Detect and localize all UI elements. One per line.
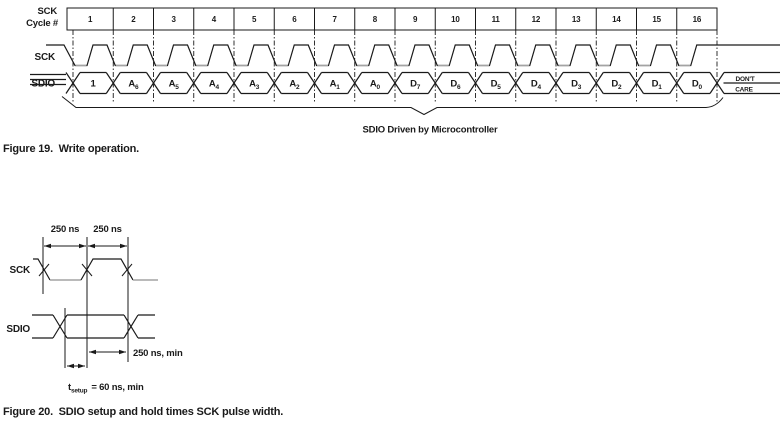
dont-care-region xyxy=(724,73,780,94)
sdio-bit-label: 1 xyxy=(90,78,96,90)
sdio-bit-label: $D_4$ xyxy=(530,78,541,91)
sdio-bit-label: $D_0$ xyxy=(691,78,702,91)
arrowhead xyxy=(78,364,85,368)
cycle-number: 13 xyxy=(571,15,581,24)
cycle-number: 8 xyxy=(372,15,377,24)
cycle-number: 15 xyxy=(652,15,661,24)
sdio-bus-group xyxy=(30,73,724,94)
dont-care-label-line1: DON'T xyxy=(735,76,755,83)
sdio-bit-label: $A_2$ xyxy=(289,78,300,91)
pulse-width-dimension-lines xyxy=(44,244,127,248)
cycle-number: 2 xyxy=(131,15,136,24)
cycle-number: 1 xyxy=(88,15,93,24)
sdio-bit-label: $A_4$ xyxy=(208,78,219,91)
sdio-bit-label: $D_7$ xyxy=(410,78,421,91)
sdio-bus-group xyxy=(32,315,155,338)
cycle-number: 4 xyxy=(211,15,216,24)
sck-low-pulse-width-label: 250 ns xyxy=(50,224,80,235)
arrowhead xyxy=(89,350,96,354)
sdio-bit-label: $A_1$ xyxy=(329,78,340,91)
arrowhead xyxy=(119,350,126,354)
setup-time-dimension xyxy=(67,364,144,395)
figure19-caption: Figure 19. Write operation. xyxy=(3,143,139,155)
cycle-number: 11 xyxy=(491,15,500,24)
sck-row-label: SCK xyxy=(9,265,30,276)
cycle-number: 3 xyxy=(171,15,176,24)
cycle-number: 16 xyxy=(692,15,702,24)
sdio-bit-label: $A_0$ xyxy=(369,78,380,91)
setup-time-label: $t_{setup} = 60$ ns, min xyxy=(68,382,144,395)
figure20-setup-hold-diagram xyxy=(0,210,780,405)
sdio-row-label: SDIO xyxy=(6,324,30,335)
sdio-bit-label: $D_3$ xyxy=(571,78,582,91)
sdio-bit-label: $D_5$ xyxy=(490,78,501,91)
sdio-bit-label: $A_5$ xyxy=(168,78,179,91)
arrowhead xyxy=(120,244,127,248)
sck-high-pulse-width-label: 250 ns xyxy=(93,224,122,235)
cycle-number: 7 xyxy=(332,15,337,24)
sdio-bit-label: $D_2$ xyxy=(611,78,622,91)
sck-cycle-header-line1: SCK xyxy=(37,6,57,17)
sdio-row-label: SDIO xyxy=(31,78,55,90)
sdio-bit-label: $D_6$ xyxy=(450,78,461,91)
cycle-number: 10 xyxy=(451,15,460,24)
cycle-number: 5 xyxy=(252,15,257,24)
sdio-bit-label: $A_3$ xyxy=(249,78,260,91)
arrowhead xyxy=(88,244,95,248)
figure19-write-operation-diagram xyxy=(0,0,780,140)
edge-crossing-mark xyxy=(122,264,132,276)
dont-care-label-line2: CARE xyxy=(735,86,753,94)
cycle-number-row xyxy=(67,8,717,30)
microcontroller-brace-label: SDIO Driven by Microcontroller xyxy=(362,124,498,136)
arrowhead xyxy=(79,244,86,248)
cycle-number: 14 xyxy=(612,15,621,24)
cycle-number: 12 xyxy=(531,15,541,24)
arrowhead xyxy=(67,364,74,368)
sdio-bit-label: $A_6$ xyxy=(128,78,139,91)
microcontroller-brace xyxy=(62,97,723,115)
sck-row-label: SCK xyxy=(34,52,55,63)
dimension-extension-lines xyxy=(43,237,128,368)
sck-fall-edge-1 xyxy=(33,259,50,280)
sck-waveform-group xyxy=(33,259,158,280)
sck-pulse xyxy=(81,259,133,280)
arrowhead xyxy=(44,244,51,248)
figure20-caption: Figure 20. SDIO setup and hold times SCK pulse width. xyxy=(3,406,284,418)
sck-cycle-header-line2: Cycle # xyxy=(26,18,58,29)
sdio-bit-label: $D_1$ xyxy=(651,78,662,91)
cycle-number: 9 xyxy=(413,15,418,24)
sck-waveform xyxy=(46,45,780,66)
hold-time-label: 250 ns, min xyxy=(133,348,183,359)
hold-time-dimension xyxy=(89,348,183,359)
sck-waveform-group xyxy=(46,45,780,66)
cycle-number: 6 xyxy=(292,15,297,24)
edge-crossing-mark xyxy=(39,264,49,276)
cycle-boundary-lines xyxy=(73,30,717,103)
